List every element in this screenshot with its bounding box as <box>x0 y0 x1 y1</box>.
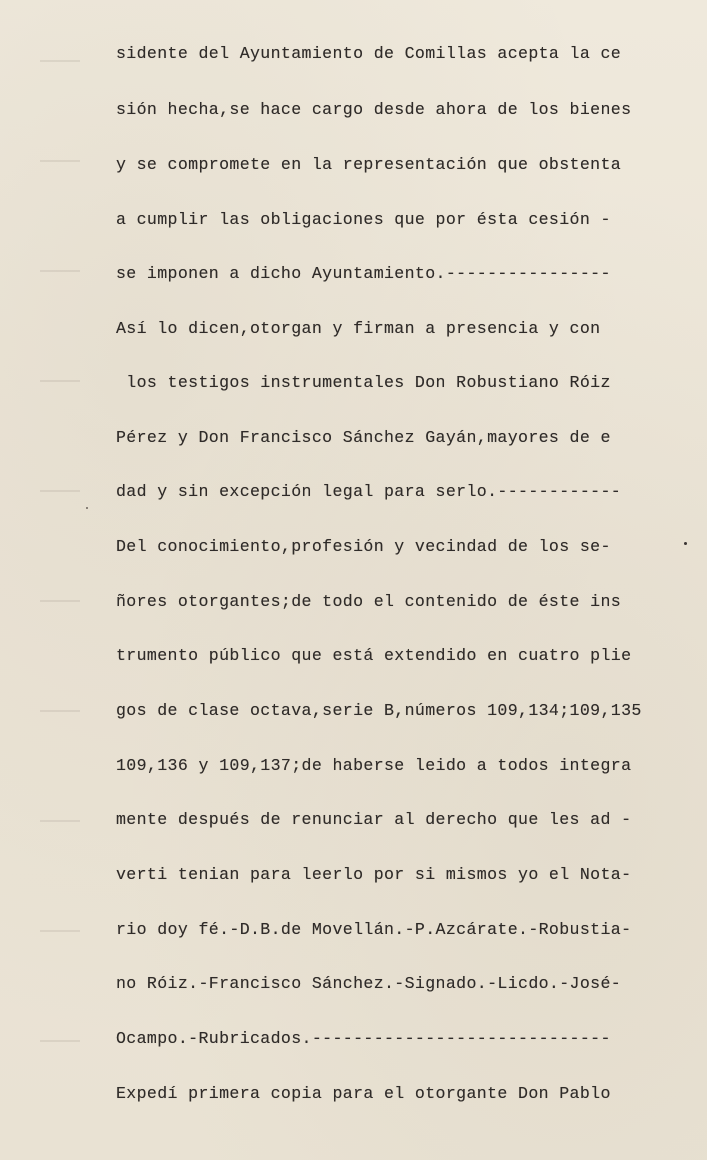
text-line: ñores otorgantes;de todo el contenido de éste ins <box>116 592 622 611</box>
text-line: dad y sin excepción legal para serlo.------------ <box>116 482 622 501</box>
text-line: los testigos instrumentales Don Robustiano Róiz <box>116 373 611 392</box>
text-line: y se compromete en la representación que obstenta <box>116 155 622 174</box>
text-line: se imponen a dicho Ayuntamiento.---------------- <box>116 264 611 283</box>
text-line: Expedí primera copia para el otorgante Don Pablo <box>116 1084 611 1103</box>
text-line: mente después de renunciar al derecho que les ad - <box>116 810 632 829</box>
text-line: verti tenian para leerlo por si mismos yo el Nota- <box>116 865 632 884</box>
text-line: trumento público que está extendido en cuatro plie <box>116 646 632 665</box>
text-line: gos de clase octava,serie B,números 109,134;109,135 <box>116 701 642 720</box>
text-line: sidente del Ayuntamiento de Comillas acepta la ce <box>116 44 622 63</box>
text-line: sión hecha,se hace cargo desde ahora de los bienes <box>116 100 632 119</box>
text-line: Del conocimiento,profesión y vecindad de los se- <box>116 537 611 556</box>
text-line: 109,136 y 109,137;de haberse leido a todos integra <box>116 756 632 775</box>
text-line: Ocampo.-Rubricados.----------------------------- <box>116 1029 611 1048</box>
text-line: Así lo dicen,otorgan y firman a presencia y con <box>116 319 601 338</box>
text-line: no Róiz.-Francisco Sánchez.-Signado.-Licdo.-José- <box>116 974 622 993</box>
text-line: rio doy fé.-D.B.de Movellán.-P.Azcárate.-Robustia- <box>116 920 632 939</box>
text-line: a cumplir las obligaciones que por ésta cesión - <box>116 210 611 229</box>
text-line: Pérez y Don Francisco Sánchez Gayán,mayores de e <box>116 428 611 447</box>
